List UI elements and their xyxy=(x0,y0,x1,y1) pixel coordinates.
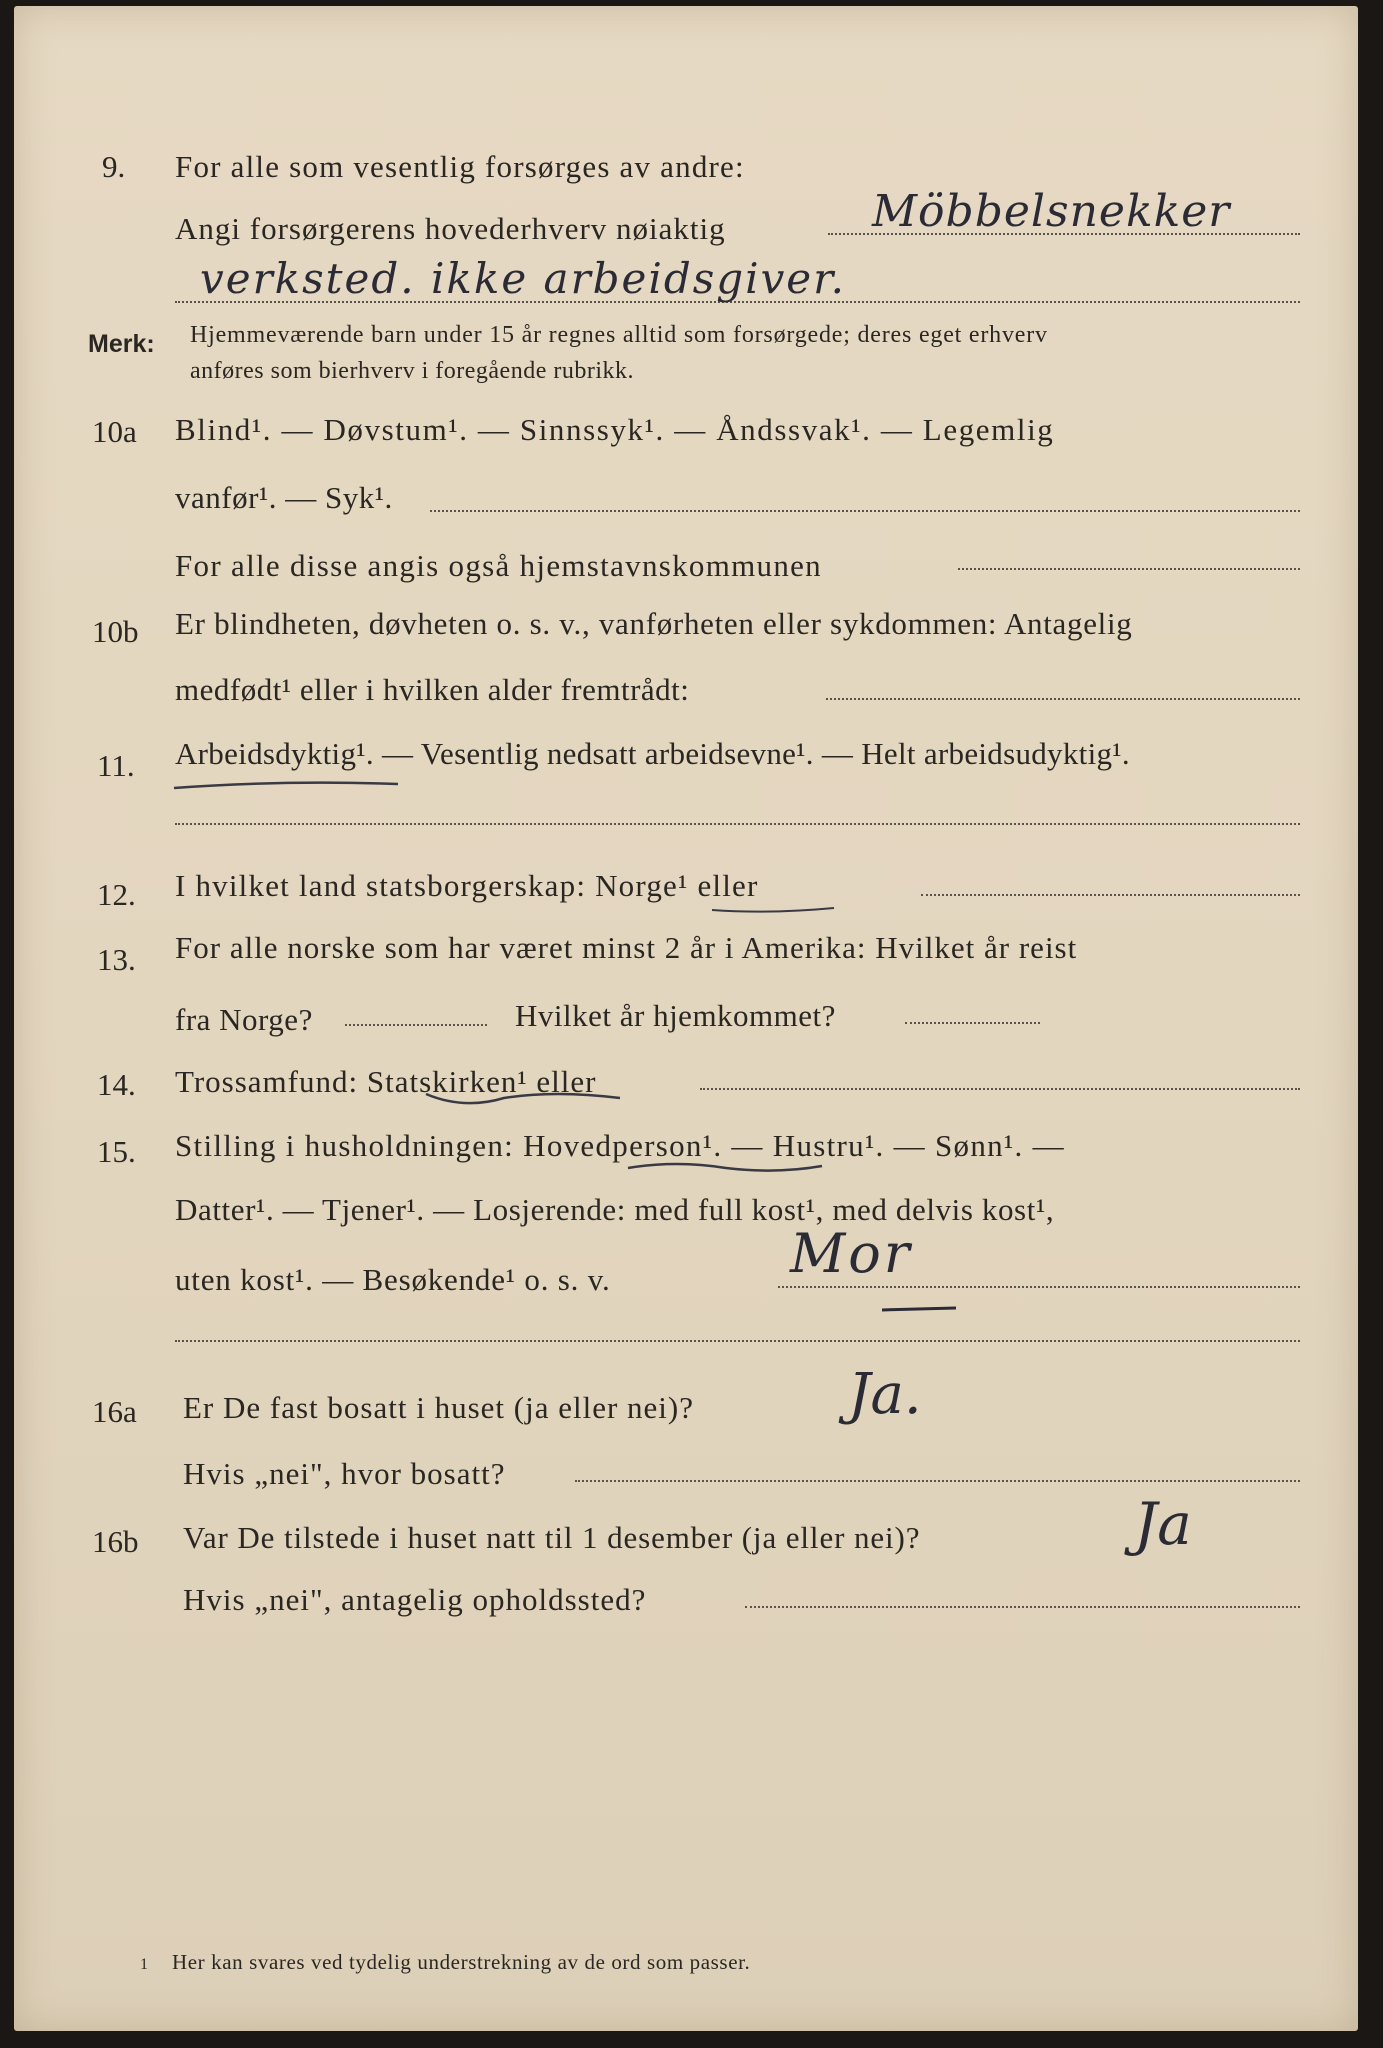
item-9-handwritten-workplace: verksted. ikke arbeidsgiver. xyxy=(200,254,846,303)
item-14-line1: Trossamfund: Statskirken¹ eller xyxy=(175,1064,597,1099)
item-10a-hometown-line xyxy=(958,568,1300,570)
item-15-answer-line-2 xyxy=(175,1340,1300,1342)
item-14-number: 14. xyxy=(97,1067,136,1102)
note-label: Merk: xyxy=(88,330,155,358)
item-9-handwritten-occupation: Möbbelsnekker xyxy=(872,186,1231,237)
item-16b-answer-line xyxy=(745,1606,1300,1608)
item-16a-line2: Hvis „nei", hvor bosatt? xyxy=(183,1456,506,1491)
item-16b-handwritten-answer: Ja xyxy=(1134,1490,1192,1558)
item-14-answer-line xyxy=(700,1088,1300,1090)
item-11-underline-mark xyxy=(172,774,402,794)
footnote-mark: 1 xyxy=(140,1956,148,1973)
item-15-line3: uten kost¹. — Besøkende¹ o. s. v. xyxy=(175,1262,611,1297)
item-11-number: 11. xyxy=(97,748,135,783)
item-15-underline-mark xyxy=(626,1158,826,1178)
item-13-return-line xyxy=(905,1022,1040,1024)
item-13-departure-line xyxy=(345,1024,487,1026)
item-15-answer-line xyxy=(778,1286,1300,1288)
item-10a-answer-line xyxy=(430,510,1300,512)
item-10b-line2: medfødt¹ eller i hvilken alder fremtrådt: xyxy=(175,672,690,707)
item-16a-number: 16a xyxy=(92,1394,137,1429)
item-11-line1: Arbeidsdyktig¹. — Vesentlig nedsatt arbeidsevne¹. — Helt arbeidsudyktig¹. xyxy=(175,736,1130,771)
item-12-answer-line xyxy=(921,894,1300,896)
note-line1: Hjemmeværende barn under 15 år regnes alltid som forsørgede; deres eget erhverv xyxy=(190,322,1048,348)
item-15-dash-mark xyxy=(880,1302,960,1316)
item-15-line2: Datter¹. — Tjener¹. — Losjerende: med full kost¹, med delvis kost¹, xyxy=(175,1192,1055,1227)
footnote-text: Her kan svares ved tydelig understrekning av de ord som passer. xyxy=(172,1950,751,1974)
item-16b-line2: Hvis „nei", antagelig opholdssted? xyxy=(183,1582,647,1617)
item-10a-line1: Blind¹. — Døvstum¹. — Sinnssyk¹. — Åndssvak¹. — Legemlig xyxy=(175,412,1055,447)
item-12-number: 12. xyxy=(97,877,136,912)
item-11-answer-line xyxy=(175,823,1300,825)
item-10b-number: 10b xyxy=(92,614,139,649)
item-12-line1: I hvilket land statsborgerskap: Norge¹ eller xyxy=(175,868,759,903)
item-10a-line2: vanfør¹. — Syk¹. xyxy=(175,480,393,515)
item-15-line1: Stilling i husholdningen: Hovedperson¹. — Hustru¹. — Sønn¹. — xyxy=(175,1128,1065,1163)
item-13-number: 13. xyxy=(97,942,136,977)
item-13-line1: For alle norske som har været minst 2 år i Amerika: Hvilket år reist xyxy=(175,930,1078,965)
item-16a-handwritten-answer: Ja. xyxy=(848,1362,922,1427)
item-13-line2-left: fra Norge? xyxy=(175,1002,313,1037)
item-9-line2: Angi forsørgerens hovederhverv nøiaktig xyxy=(175,211,726,246)
item-16a-line1: Er De fast bosatt i huset (ja eller nei)? xyxy=(183,1390,694,1425)
item-12-underline-mark xyxy=(710,902,840,918)
item-10a-line3: For alle disse angis også hjemstavnskommunen xyxy=(175,548,822,583)
item-16a-answer-line xyxy=(575,1480,1300,1482)
item-15-handwritten-answer: Mor xyxy=(790,1222,913,1285)
item-10a-number: 10a xyxy=(92,414,137,449)
item-9-number: 9. xyxy=(102,149,126,184)
item-16b-number: 16b xyxy=(92,1524,139,1559)
item-13-line2-right: Hvilket år hjemkommet? xyxy=(515,998,836,1033)
item-14-underline-mark xyxy=(424,1088,624,1112)
item-10b-line1: Er blindheten, døvheten o. s. v., vanførheten eller sykdommen: Antagelig xyxy=(175,606,1133,641)
item-16b-line1: Var De tilstede i huset natt til 1 desember (ja eller nei)? xyxy=(183,1520,921,1555)
item-10b-answer-line xyxy=(826,698,1300,700)
item-9-line1: For alle som vesentlig forsørges av andre: xyxy=(175,149,745,184)
item-15-number: 15. xyxy=(97,1134,136,1169)
note-line2: anføres som bierhverv i foregående rubrikk. xyxy=(190,358,635,384)
